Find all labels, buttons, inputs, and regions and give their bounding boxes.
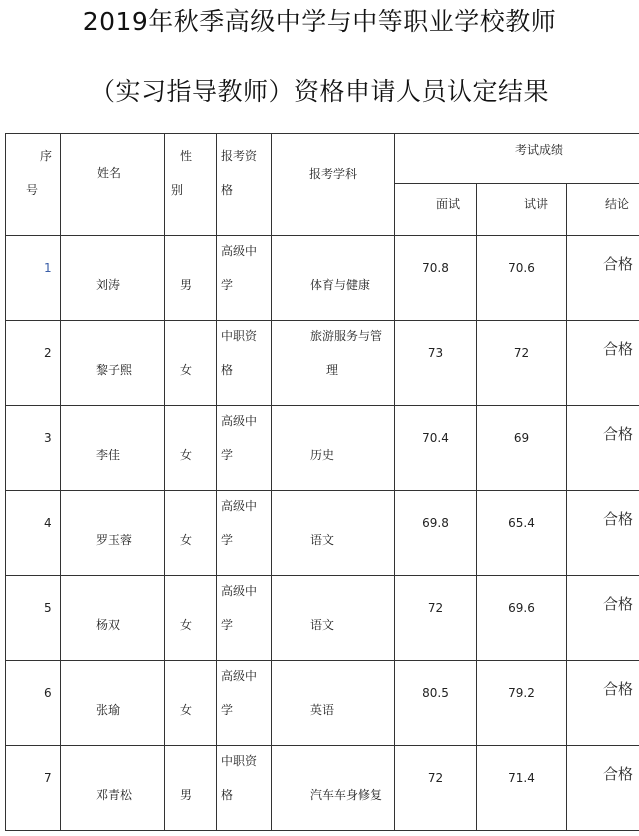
gender-text: 男 bbox=[179, 788, 192, 802]
header-subject-text: 报考学科 bbox=[309, 167, 358, 181]
table-row bbox=[6, 576, 639, 661]
header-seq bbox=[6, 134, 61, 236]
cell-interview bbox=[395, 406, 477, 491]
seq-text: 2 bbox=[44, 346, 52, 360]
name-text: 邓青松 bbox=[96, 788, 133, 802]
subject-text-a: 汽车车身修复 bbox=[310, 788, 383, 802]
conclusion-text: 合格 bbox=[603, 680, 634, 698]
cell-seq bbox=[6, 406, 61, 491]
table-row bbox=[6, 661, 639, 746]
header-lecture-text: 试讲 bbox=[524, 197, 549, 211]
seq-text: 1 bbox=[44, 261, 52, 275]
interview-score: 72 bbox=[427, 601, 444, 615]
header-gender bbox=[165, 134, 217, 236]
cell-lecture bbox=[477, 746, 567, 831]
cell-conclusion bbox=[567, 236, 639, 321]
table-row bbox=[6, 746, 639, 831]
seq-text: 5 bbox=[44, 601, 52, 615]
cell-qualification bbox=[217, 406, 272, 491]
qual-text-b: 学 bbox=[221, 278, 234, 292]
qual-text-b: 学 bbox=[221, 618, 234, 632]
cell-subject bbox=[272, 406, 395, 491]
cell-seq bbox=[6, 576, 61, 661]
interview-score: 70.8 bbox=[422, 261, 449, 275]
cell-qualification bbox=[217, 576, 272, 661]
subject-text-a: 语文 bbox=[310, 618, 335, 632]
interview-score: 80.5 bbox=[422, 686, 449, 700]
cell-interview bbox=[395, 661, 477, 746]
interview-score: 70.4 bbox=[422, 431, 449, 445]
header-interview bbox=[395, 184, 477, 236]
cell-lecture bbox=[477, 491, 567, 576]
cell-name bbox=[61, 746, 165, 831]
lecture-score: 69.6 bbox=[508, 601, 535, 615]
cell-qualification bbox=[217, 321, 272, 406]
cell-name bbox=[61, 491, 165, 576]
header-qual-text-a: 报考资 bbox=[221, 149, 258, 163]
cell-subject bbox=[272, 321, 395, 406]
header-row-1 bbox=[6, 134, 639, 184]
seq-text: 7 bbox=[44, 771, 52, 785]
header-seq-text-a: 序 bbox=[40, 149, 53, 163]
gender-text: 女 bbox=[179, 618, 192, 632]
cell-gender bbox=[165, 236, 217, 321]
header-gender-text-a: 性 bbox=[179, 149, 192, 163]
qual-text-b: 格 bbox=[221, 363, 234, 377]
cell-qualification bbox=[217, 661, 272, 746]
cell-seq bbox=[6, 491, 61, 576]
gender-text: 男 bbox=[179, 278, 192, 292]
interview-score: 72 bbox=[427, 771, 444, 785]
subject-text-b: 理 bbox=[326, 363, 339, 377]
table-row bbox=[6, 321, 639, 406]
cell-interview bbox=[395, 491, 477, 576]
cell-conclusion bbox=[567, 406, 639, 491]
qual-text-a: 高级中 bbox=[221, 499, 258, 513]
conclusion-text: 合格 bbox=[603, 510, 634, 528]
header-gender-text-b: 别 bbox=[171, 183, 184, 197]
cell-gender bbox=[165, 406, 217, 491]
lecture-score: 71.4 bbox=[508, 771, 535, 785]
cell-conclusion bbox=[567, 491, 639, 576]
document-title-line2: （实习指导教师）资格申请人员认定结果 bbox=[89, 77, 549, 106]
cell-qualification bbox=[217, 491, 272, 576]
cell-name bbox=[61, 576, 165, 661]
cell-qualification bbox=[217, 746, 272, 831]
qual-text-b: 学 bbox=[221, 448, 234, 462]
lecture-score: 70.6 bbox=[508, 261, 535, 275]
gender-text: 女 bbox=[179, 448, 192, 462]
name-text: 杨双 bbox=[96, 618, 121, 632]
subject-text-a: 英语 bbox=[310, 703, 335, 717]
subject-text-a: 历史 bbox=[310, 448, 335, 462]
subject-text-a: 语文 bbox=[310, 533, 335, 547]
cell-lecture bbox=[477, 576, 567, 661]
cell-subject bbox=[272, 746, 395, 831]
qual-text-a: 高级中 bbox=[221, 584, 258, 598]
cell-name bbox=[61, 406, 165, 491]
qual-text-b: 格 bbox=[221, 788, 234, 802]
interview-score: 69.8 bbox=[422, 516, 449, 530]
qual-text-a: 高级中 bbox=[221, 244, 258, 258]
qual-text-a: 高级中 bbox=[221, 414, 258, 428]
cell-name bbox=[61, 321, 165, 406]
cell-gender bbox=[165, 746, 217, 831]
header-scores bbox=[395, 134, 639, 184]
header-name bbox=[61, 134, 165, 236]
header-interview-text: 面试 bbox=[436, 197, 461, 211]
cell-gender bbox=[165, 321, 217, 406]
cell-interview bbox=[395, 746, 477, 831]
header-conclusion-text: 结论 bbox=[605, 197, 630, 211]
header-scores-text: 考试成绩 bbox=[515, 143, 564, 157]
table-row bbox=[6, 236, 639, 321]
cell-subject bbox=[272, 576, 395, 661]
header-qualification bbox=[217, 134, 272, 236]
cell-interview bbox=[395, 321, 477, 406]
gender-text: 女 bbox=[179, 533, 192, 547]
results-table bbox=[5, 133, 639, 831]
conclusion-text: 合格 bbox=[603, 340, 634, 358]
interview-score: 73 bbox=[427, 346, 444, 360]
cell-conclusion bbox=[567, 746, 639, 831]
cell-gender bbox=[165, 576, 217, 661]
lecture-score: 72 bbox=[513, 346, 530, 360]
qual-text-a: 中职资 bbox=[221, 754, 258, 768]
seq-text: 6 bbox=[44, 686, 52, 700]
cell-conclusion bbox=[567, 661, 639, 746]
name-text: 张瑜 bbox=[96, 703, 121, 717]
header-qual-text-b: 格 bbox=[221, 183, 234, 197]
cell-name bbox=[61, 661, 165, 746]
header-conclusion bbox=[567, 184, 639, 236]
cell-seq bbox=[6, 236, 61, 321]
table-row bbox=[6, 491, 639, 576]
qual-text-a: 高级中 bbox=[221, 669, 258, 683]
conclusion-text: 合格 bbox=[603, 255, 634, 273]
cell-gender bbox=[165, 491, 217, 576]
qual-text-b: 学 bbox=[221, 533, 234, 547]
conclusion-text: 合格 bbox=[603, 425, 634, 443]
cell-conclusion bbox=[567, 321, 639, 406]
name-text: 刘涛 bbox=[96, 278, 121, 292]
cell-lecture bbox=[477, 236, 567, 321]
cell-qualification bbox=[217, 236, 272, 321]
conclusion-text: 合格 bbox=[603, 595, 634, 613]
document-title-line1: 2019年秋季高级中学与中等职业学校教师 bbox=[82, 7, 557, 36]
name-text: 李佳 bbox=[96, 448, 121, 462]
qual-text-b: 学 bbox=[221, 703, 234, 717]
cell-gender bbox=[165, 661, 217, 746]
conclusion-text: 合格 bbox=[603, 765, 634, 783]
table-row bbox=[6, 406, 639, 491]
header-lecture bbox=[477, 184, 567, 236]
subject-text-a: 体育与健康 bbox=[310, 278, 371, 292]
cell-interview bbox=[395, 236, 477, 321]
seq-text: 4 bbox=[44, 516, 52, 530]
lecture-score: 79.2 bbox=[508, 686, 535, 700]
cell-subject bbox=[272, 491, 395, 576]
cell-seq bbox=[6, 661, 61, 746]
name-text: 罗玉蓉 bbox=[96, 533, 133, 547]
name-text: 黎子熙 bbox=[96, 363, 133, 377]
cell-lecture bbox=[477, 321, 567, 406]
cell-subject bbox=[272, 236, 395, 321]
qual-text-a: 中职资 bbox=[221, 329, 258, 343]
header-subject bbox=[272, 134, 395, 236]
cell-lecture bbox=[477, 661, 567, 746]
lecture-score: 65.4 bbox=[508, 516, 535, 530]
cell-subject bbox=[272, 661, 395, 746]
gender-text: 女 bbox=[179, 363, 192, 377]
cell-interview bbox=[395, 576, 477, 661]
cell-name bbox=[61, 236, 165, 321]
cell-seq bbox=[6, 746, 61, 831]
seq-text: 3 bbox=[44, 431, 52, 445]
subject-text-a: 旅游服务与管 bbox=[310, 329, 383, 343]
header-name-text: 姓名 bbox=[97, 166, 122, 180]
cell-seq bbox=[6, 321, 61, 406]
lecture-score: 69 bbox=[513, 431, 530, 445]
gender-text: 女 bbox=[179, 703, 192, 717]
cell-lecture bbox=[477, 406, 567, 491]
header-seq-text-b: 号 bbox=[26, 183, 39, 197]
cell-conclusion bbox=[567, 576, 639, 661]
